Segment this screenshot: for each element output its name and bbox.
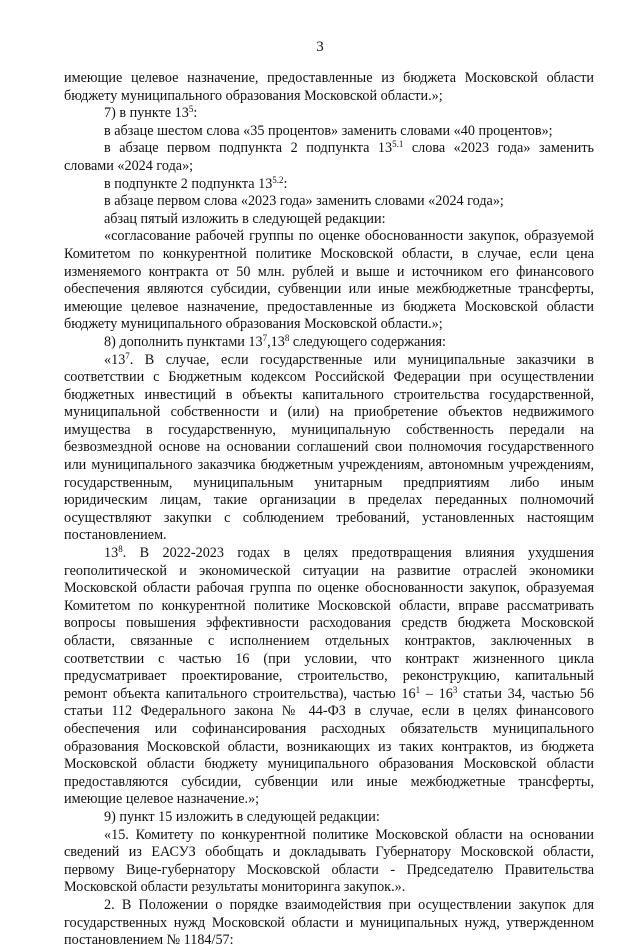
paragraph-item-7: 7) в пункте $13^5$: (104, 104, 198, 122)
paragraph-amend-5: абзац пятый изложить в следующей редакции: (104, 210, 386, 227)
paragraph-amend-3: в подпункте 2 подпункта $13^{5.2}$: (104, 174, 288, 192)
document-body (64, 70, 594, 950)
paragraph-amend-1: в абзаце шестом слова «35 процентов» заменить словами «40 процентов»; (104, 122, 553, 139)
paragraph-quote-approval: «согласование рабочей группы по оценке обоснованности закупок, образуемой Комитетом по конкурентной политике Московской области, в случае, если цена изменяемого контракта от 50 млн. рублей и выше и источником его финансового обеспечения являются субсидии, субвенции или иные межбюджетные трансферты, имеющие целевое назначение, предоставленные из бюджета Московской области бюджету муниципального образования Московской области.»; (64, 228, 594, 333)
paragraph-1: имеющие целевое назначение, предоставленные из бюджета Московской области бюджету муниципального образования Московской области.»; (64, 70, 594, 104)
paragraph-amend-2: в абзаце первом подпункта 2 подпункта $13^{5.1}$ слова «2023 года» заменить словами «2024 года»; (64, 139, 594, 174)
page-number: 3 (316, 39, 324, 55)
paragraph-point-13-8: $13^8$. В 2022-2023 годах в целях предотвращения влияния ухудшения геополитической и экономической ситуации на развитие отраслей экономики Московской области рабочая группа по оценке обоснованности закупок, образуемая Комитетом по конкурентной политике Московской области, вправе рассматривать вопросы повышения эффективности расходования средств бюджета Московской области, связанные с исполнением отдельных контрактов, заключенных в соответствии с частью 16 (при условии, что контракт жизненного цикла предусматривает проектирование, строительство, реконструкцию, капитальный ремонт объекта капитального строительства), частью $16^1 - 16^3$ статьи 34, частью 56 статьи 112 Федерального закона № 44-ФЗ в случае, если в целях финансового обеспечения или софинансирования расходных обязательств муниципального образования Московской области, возникающих из таких контрактов, из бюджета Московской области бюджету муниципального образования Московской области предоставляются субсидии, субвенции или иные межбюджетные трансферты, имеющие целевое назначение.»; (64, 544, 594, 808)
paragraph-amend-4: в абзаце первом слова «2023 года» заменить словами «2024 года»; (104, 193, 504, 210)
paragraph-point-13-7: «$13^7$. В случае, если государственные или муниципальные заказчики в соответствии с Бюджетным кодексом Российской Федерации при осуществлении бюджетных инвестиций в объекты капитального строительства государственной, муниципальной собственности и (или) на приобретение объектов недвижимого имущества в государственную, муниципальную собственность передали на безвозмездной основе на основании соглашений свои полномочия государственного или муниципального заказчика бюджетным учреждениям, автономным учреждениям, государственным, муниципальным унитарным предприятиям либо иным юридическим лицам, такие организации в пределах переданных полномочий осуществляют закупки с соблюдением требований, установленных настоящим постановлением. (64, 350, 594, 544)
paragraph-item-9: 9) пункт 15 изложить в следующей редакции: (104, 808, 380, 825)
paragraph-point-15: «15. Комитету по конкурентной политике Московской области на основании сведений из ЕАСУЗ обобщать и докладывать Губернатору Московской области, первому Вице-губернатору Московской области - Председателю Правительства Московской области результаты мониторинга закупок.». (64, 826, 594, 896)
paragraph-section-2: 2. В Положении о порядке взаимодействия при осуществлении закупок для государственных нужд Московской области и муниципальных нужд, утвержденном постановлением № 1184/57: (64, 896, 594, 949)
paragraph-item-8: 8) дополнить пунктами $13^7,13^8$ следующего содержания: (104, 332, 446, 350)
